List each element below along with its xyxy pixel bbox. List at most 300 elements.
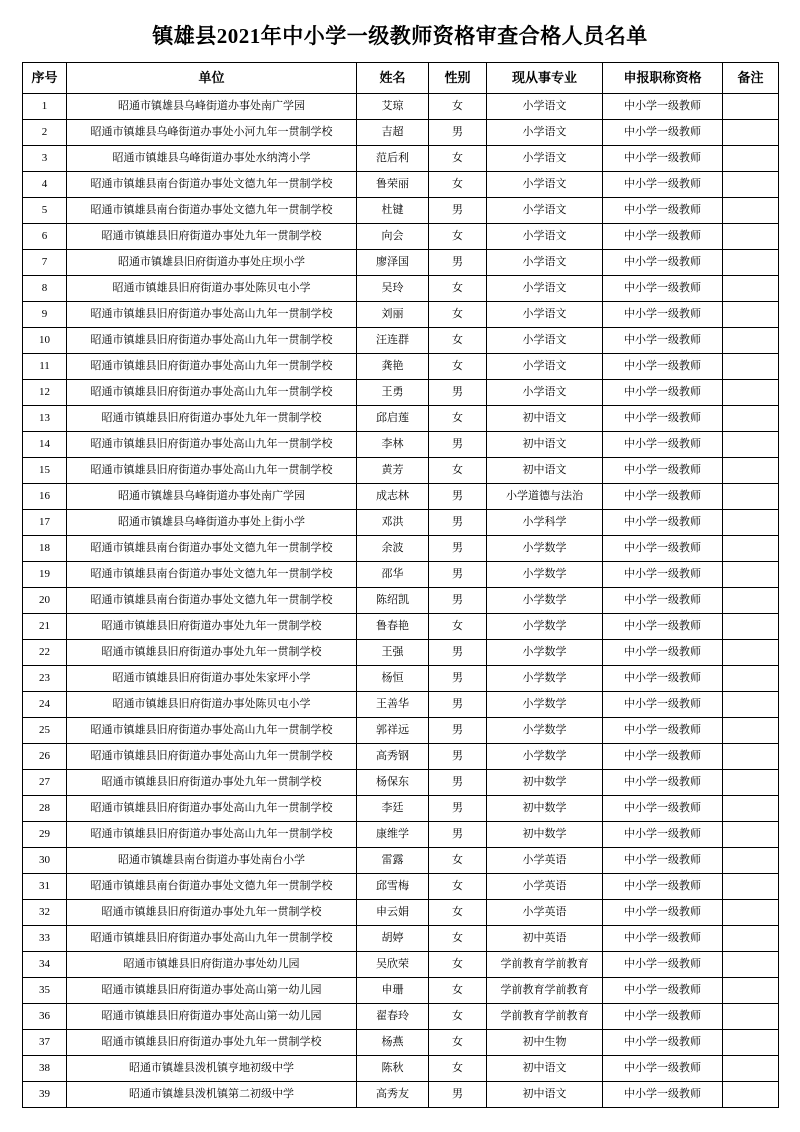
cell-index: 19: [23, 562, 67, 588]
cell-major: 学前教育学前教育: [487, 952, 603, 978]
cell-unit: 昭通市镇雄县旧府街道办事处高山九年一贯制学校: [67, 302, 357, 328]
cell-index: 21: [23, 614, 67, 640]
cell-index: 24: [23, 692, 67, 718]
cell-gender: 男: [429, 640, 487, 666]
cell-index: 25: [23, 718, 67, 744]
cell-unit: 昭通市镇雄县乌峰街道办事处小河九年一贯制学校: [67, 120, 357, 146]
cell-unit: 昭通市镇雄县旧府街道办事处幼儿园: [67, 952, 357, 978]
cell-unit: 昭通市镇雄县旧府街道办事处庄坝小学: [67, 250, 357, 276]
table-row: [23, 1082, 779, 1108]
cell-major: 小学语文: [487, 380, 603, 406]
table-row: [23, 198, 779, 224]
cell-remark: [723, 120, 779, 146]
cell-index: 31: [23, 874, 67, 900]
table-row: [23, 432, 779, 458]
cell-name: 陈秋: [357, 1056, 429, 1082]
cell-remark: [723, 1030, 779, 1056]
cell-index: 18: [23, 536, 67, 562]
cell-index: 3: [23, 146, 67, 172]
cell-index: 13: [23, 406, 67, 432]
table-row: [23, 224, 779, 250]
cell-name: 刘丽: [357, 302, 429, 328]
cell-qualification: 中小学一级教师: [603, 562, 723, 588]
cell-name: 吴欣荣: [357, 952, 429, 978]
cell-remark: [723, 536, 779, 562]
table-header-row: [23, 63, 779, 94]
cell-qualification: 中小学一级教师: [603, 952, 723, 978]
cell-qualification: 中小学一级教师: [603, 744, 723, 770]
cell-major: 小学数学: [487, 562, 603, 588]
table-row: [23, 796, 779, 822]
cell-gender: 男: [429, 432, 487, 458]
cell-qualification: 中小学一级教师: [603, 874, 723, 900]
cell-major: 小学语文: [487, 224, 603, 250]
table-row: [23, 770, 779, 796]
cell-remark: [723, 1056, 779, 1082]
cell-name: 杜键: [357, 198, 429, 224]
cell-index: 39: [23, 1082, 67, 1108]
cell-remark: [723, 614, 779, 640]
cell-major: 小学英语: [487, 900, 603, 926]
table-row: [23, 328, 779, 354]
cell-qualification: 中小学一级教师: [603, 536, 723, 562]
cell-remark: [723, 666, 779, 692]
cell-major: 初中生物: [487, 1030, 603, 1056]
cell-name: 廖泽国: [357, 250, 429, 276]
cell-gender: 男: [429, 1082, 487, 1108]
cell-unit: 昭通市镇雄县旧府街道办事处九年一贯制学校: [67, 224, 357, 250]
table-row: [23, 458, 779, 484]
cell-gender: 男: [429, 718, 487, 744]
cell-gender: 女: [429, 874, 487, 900]
cell-qualification: 中小学一级教师: [603, 666, 723, 692]
cell-index: 10: [23, 328, 67, 354]
cell-index: 12: [23, 380, 67, 406]
cell-major: 小学数学: [487, 666, 603, 692]
cell-index: 34: [23, 952, 67, 978]
table-row: [23, 302, 779, 328]
cell-index: 29: [23, 822, 67, 848]
cell-remark: [723, 484, 779, 510]
cell-unit: 昭通市镇雄县南台街道办事处文德九年一贯制学校: [67, 588, 357, 614]
cell-remark: [723, 510, 779, 536]
cell-unit: 昭通市镇雄县旧府街道办事处高山九年一贯制学校: [67, 744, 357, 770]
cell-unit: 昭通市镇雄县旧府街道办事处高山九年一贯制学校: [67, 328, 357, 354]
cell-index: 11: [23, 354, 67, 380]
cell-name: 杨燕: [357, 1030, 429, 1056]
cell-index: 4: [23, 172, 67, 198]
cell-major: 小学语文: [487, 302, 603, 328]
cell-remark: [723, 718, 779, 744]
cell-remark: [723, 250, 779, 276]
cell-index: 32: [23, 900, 67, 926]
cell-index: 17: [23, 510, 67, 536]
cell-index: 15: [23, 458, 67, 484]
cell-index: 7: [23, 250, 67, 276]
table-row: [23, 562, 779, 588]
cell-index: 16: [23, 484, 67, 510]
cell-gender: 女: [429, 94, 487, 120]
cell-index: 8: [23, 276, 67, 302]
cell-qualification: 中小学一级教师: [603, 198, 723, 224]
table-row: [23, 926, 779, 952]
cell-gender: 女: [429, 146, 487, 172]
cell-unit: 昭通市镇雄县旧府街道办事处高山九年一贯制学校: [67, 458, 357, 484]
cell-qualification: 中小学一级教师: [603, 796, 723, 822]
cell-qualification: 中小学一级教师: [603, 120, 723, 146]
cell-unit: 昭通市镇雄县旧府街道办事处陈贝屯小学: [67, 276, 357, 302]
cell-remark: [723, 94, 779, 120]
table-row: [23, 172, 779, 198]
cell-qualification: 中小学一级教师: [603, 380, 723, 406]
cell-remark: [723, 822, 779, 848]
cell-major: 小学语文: [487, 94, 603, 120]
cell-qualification: 中小学一级教师: [603, 1056, 723, 1082]
table-row: [23, 874, 779, 900]
cell-major: 小学语文: [487, 276, 603, 302]
cell-qualification: 中小学一级教师: [603, 94, 723, 120]
cell-major: 小学科学: [487, 510, 603, 536]
cell-index: 2: [23, 120, 67, 146]
cell-name: 邱启莲: [357, 406, 429, 432]
table-row: [23, 1056, 779, 1082]
cell-unit: 昭通市镇雄县旧府街道办事处高山九年一贯制学校: [67, 432, 357, 458]
table-row: [23, 666, 779, 692]
cell-gender: 男: [429, 588, 487, 614]
cell-remark: [723, 432, 779, 458]
cell-major: 初中语文: [487, 458, 603, 484]
table-row: [23, 536, 779, 562]
cell-unit: 昭通市镇雄县南台街道办事处文德九年一贯制学校: [67, 874, 357, 900]
cell-name: 余波: [357, 536, 429, 562]
cell-gender: 男: [429, 770, 487, 796]
cell-unit: 昭通市镇雄县旧府街道办事处九年一贯制学校: [67, 614, 357, 640]
cell-remark: [723, 276, 779, 302]
cell-index: 37: [23, 1030, 67, 1056]
cell-index: 28: [23, 796, 67, 822]
table-row: [23, 692, 779, 718]
cell-unit: 昭通市镇雄县旧府街道办事处高山九年一贯制学校: [67, 354, 357, 380]
cell-major: 小学语文: [487, 120, 603, 146]
cell-gender: 女: [429, 406, 487, 432]
cell-gender: 男: [429, 796, 487, 822]
cell-qualification: 中小学一级教师: [603, 458, 723, 484]
cell-name: 李廷: [357, 796, 429, 822]
cell-index: 36: [23, 1004, 67, 1030]
cell-qualification: 中小学一级教师: [603, 978, 723, 1004]
cell-major: 初中语文: [487, 1056, 603, 1082]
cell-unit: 昭通市镇雄县旧府街道办事处九年一贯制学校: [67, 640, 357, 666]
cell-remark: [723, 354, 779, 380]
column-header-index: 序号: [23, 63, 67, 94]
cell-index: 30: [23, 848, 67, 874]
cell-unit: 昭通市镇雄县旧府街道办事处高山九年一贯制学校: [67, 718, 357, 744]
cell-major: 初中语文: [487, 406, 603, 432]
cell-name: 汪连群: [357, 328, 429, 354]
cell-qualification: 中小学一级教师: [603, 354, 723, 380]
table-row: [23, 120, 779, 146]
cell-qualification: 中小学一级教师: [603, 718, 723, 744]
cell-major: 小学语文: [487, 328, 603, 354]
cell-major: 小学数学: [487, 588, 603, 614]
cell-gender: 男: [429, 510, 487, 536]
cell-major: 小学数学: [487, 744, 603, 770]
cell-gender: 女: [429, 224, 487, 250]
cell-unit: 昭通市镇雄县旧府街道办事处九年一贯制学校: [67, 900, 357, 926]
cell-major: 小学语文: [487, 146, 603, 172]
cell-major: 初中英语: [487, 926, 603, 952]
cell-qualification: 中小学一级教师: [603, 432, 723, 458]
cell-major: 小学语文: [487, 250, 603, 276]
cell-name: 胡婷: [357, 926, 429, 952]
cell-name: 邱雪梅: [357, 874, 429, 900]
table-row: [23, 354, 779, 380]
cell-index: 5: [23, 198, 67, 224]
cell-name: 黄芳: [357, 458, 429, 484]
cell-major: 初中数学: [487, 822, 603, 848]
table-row: [23, 1004, 779, 1030]
table-body: [23, 94, 779, 1108]
column-header-name: 姓名: [357, 63, 429, 94]
cell-gender: 女: [429, 1030, 487, 1056]
cell-major: 小学数学: [487, 692, 603, 718]
roster-table: [22, 62, 779, 1108]
cell-unit: 昭通市镇雄县泼机镇亨地初级中学: [67, 1056, 357, 1082]
cell-name: 申珊: [357, 978, 429, 1004]
cell-major: 初中数学: [487, 770, 603, 796]
cell-remark: [723, 978, 779, 1004]
cell-qualification: 中小学一级教师: [603, 224, 723, 250]
cell-name: 邓洪: [357, 510, 429, 536]
cell-name: 鲁春艳: [357, 614, 429, 640]
cell-index: 26: [23, 744, 67, 770]
cell-gender: 女: [429, 614, 487, 640]
cell-remark: [723, 926, 779, 952]
cell-qualification: 中小学一级教师: [603, 250, 723, 276]
cell-unit: 昭通市镇雄县南台街道办事处南台小学: [67, 848, 357, 874]
cell-major: 初中语文: [487, 432, 603, 458]
cell-gender: 女: [429, 978, 487, 1004]
cell-remark: [723, 1004, 779, 1030]
cell-index: 35: [23, 978, 67, 1004]
cell-unit: 昭通市镇雄县乌峰街道办事处上街小学: [67, 510, 357, 536]
table-row: [23, 822, 779, 848]
cell-unit: 昭通市镇雄县乌峰街道办事处水纳湾小学: [67, 146, 357, 172]
cell-qualification: 中小学一级教师: [603, 302, 723, 328]
cell-major: 小学数学: [487, 536, 603, 562]
cell-name: 吉超: [357, 120, 429, 146]
cell-qualification: 中小学一级教师: [603, 328, 723, 354]
table-row: [23, 588, 779, 614]
cell-name: 鲁荣丽: [357, 172, 429, 198]
cell-name: 康维学: [357, 822, 429, 848]
table-row: [23, 276, 779, 302]
cell-gender: 女: [429, 926, 487, 952]
cell-qualification: 中小学一级教师: [603, 640, 723, 666]
cell-unit: 昭通市镇雄县旧府街道办事处高山九年一贯制学校: [67, 380, 357, 406]
cell-qualification: 中小学一级教师: [603, 172, 723, 198]
cell-unit: 昭通市镇雄县旧府街道办事处高山第一幼儿园: [67, 1004, 357, 1030]
cell-gender: 男: [429, 120, 487, 146]
cell-major: 小学数学: [487, 614, 603, 640]
cell-gender: 男: [429, 536, 487, 562]
cell-qualification: 中小学一级教师: [603, 484, 723, 510]
cell-unit: 昭通市镇雄县旧府街道办事处九年一贯制学校: [67, 406, 357, 432]
cell-remark: [723, 302, 779, 328]
cell-major: 小学语文: [487, 198, 603, 224]
cell-remark: [723, 562, 779, 588]
table-row: [23, 640, 779, 666]
cell-qualification: 中小学一级教师: [603, 692, 723, 718]
cell-name: 王勇: [357, 380, 429, 406]
cell-unit: 昭通市镇雄县旧府街道办事处陈贝屯小学: [67, 692, 357, 718]
cell-major: 小学数学: [487, 640, 603, 666]
cell-unit: 昭通市镇雄县南台街道办事处文德九年一贯制学校: [67, 172, 357, 198]
cell-major: 学前教育学前教育: [487, 1004, 603, 1030]
cell-unit: 昭通市镇雄县南台街道办事处文德九年一贯制学校: [67, 198, 357, 224]
table-row: [23, 614, 779, 640]
cell-unit: 昭通市镇雄县旧府街道办事处高山九年一贯制学校: [67, 796, 357, 822]
cell-gender: 男: [429, 198, 487, 224]
cell-major: 小学语文: [487, 172, 603, 198]
cell-unit: 昭通市镇雄县南台街道办事处文德九年一贯制学校: [67, 536, 357, 562]
cell-name: 杨保东: [357, 770, 429, 796]
cell-qualification: 中小学一级教师: [603, 770, 723, 796]
cell-name: 艾琼: [357, 94, 429, 120]
cell-index: 38: [23, 1056, 67, 1082]
cell-name: 李林: [357, 432, 429, 458]
cell-remark: [723, 952, 779, 978]
cell-gender: 男: [429, 484, 487, 510]
table-row: [23, 146, 779, 172]
cell-unit: 昭通市镇雄县乌峰街道办事处南广学园: [67, 94, 357, 120]
cell-name: 高秀友: [357, 1082, 429, 1108]
cell-major: 小学英语: [487, 848, 603, 874]
cell-qualification: 中小学一级教师: [603, 614, 723, 640]
cell-major: 学前教育学前教育: [487, 978, 603, 1004]
cell-gender: 男: [429, 666, 487, 692]
cell-qualification: 中小学一级教师: [603, 900, 723, 926]
page-title: 镇雄县2021年中小学一级教师资格审查合格人员名单: [152, 24, 648, 48]
cell-unit: 昭通市镇雄县旧府街道办事处高山第一幼儿园: [67, 978, 357, 1004]
column-header-remark: 备注: [723, 63, 779, 94]
cell-gender: 女: [429, 848, 487, 874]
cell-index: 9: [23, 302, 67, 328]
cell-index: 23: [23, 666, 67, 692]
cell-index: 22: [23, 640, 67, 666]
cell-qualification: 中小学一级教师: [603, 146, 723, 172]
cell-remark: [723, 770, 779, 796]
cell-remark: [723, 172, 779, 198]
cell-name: 雷露: [357, 848, 429, 874]
cell-remark: [723, 1082, 779, 1108]
cell-gender: 女: [429, 276, 487, 302]
cell-unit: 昭通市镇雄县乌峰街道办事处南广学园: [67, 484, 357, 510]
cell-unit: 昭通市镇雄县旧府街道办事处朱家坪小学: [67, 666, 357, 692]
cell-unit: 昭通市镇雄县旧府街道办事处高山九年一贯制学校: [67, 822, 357, 848]
cell-remark: [723, 640, 779, 666]
table-row: [23, 94, 779, 120]
cell-qualification: 中小学一级教师: [603, 1004, 723, 1030]
table-row: [23, 484, 779, 510]
cell-remark: [723, 900, 779, 926]
cell-qualification: 中小学一级教师: [603, 822, 723, 848]
cell-qualification: 中小学一级教师: [603, 588, 723, 614]
cell-major: 小学英语: [487, 874, 603, 900]
cell-gender: 男: [429, 562, 487, 588]
cell-index: 6: [23, 224, 67, 250]
cell-name: 杨恒: [357, 666, 429, 692]
cell-unit: 昭通市镇雄县泼机镇第二初级中学: [67, 1082, 357, 1108]
cell-name: 成志林: [357, 484, 429, 510]
cell-index: 27: [23, 770, 67, 796]
cell-gender: 女: [429, 354, 487, 380]
cell-remark: [723, 406, 779, 432]
cell-gender: 男: [429, 250, 487, 276]
cell-gender: 女: [429, 302, 487, 328]
cell-remark: [723, 874, 779, 900]
cell-qualification: 中小学一级教师: [603, 1082, 723, 1108]
cell-major: 小学道德与法治: [487, 484, 603, 510]
cell-remark: [723, 744, 779, 770]
cell-name: 龚艳: [357, 354, 429, 380]
cell-major: 小学数学: [487, 718, 603, 744]
cell-name: 申云娟: [357, 900, 429, 926]
cell-remark: [723, 380, 779, 406]
cell-name: 邵华: [357, 562, 429, 588]
cell-major: 小学语文: [487, 354, 603, 380]
cell-major: 初中语文: [487, 1082, 603, 1108]
table-row: [23, 510, 779, 536]
cell-gender: 男: [429, 380, 487, 406]
table-row: [23, 848, 779, 874]
cell-name: 郭祥远: [357, 718, 429, 744]
cell-gender: 女: [429, 172, 487, 198]
cell-remark: [723, 224, 779, 250]
table-row: [23, 952, 779, 978]
cell-name: 陈绍凯: [357, 588, 429, 614]
cell-qualification: 中小学一级教师: [603, 1030, 723, 1056]
cell-name: 范后利: [357, 146, 429, 172]
cell-name: 吴玲: [357, 276, 429, 302]
cell-gender: 男: [429, 744, 487, 770]
table-row: [23, 900, 779, 926]
cell-remark: [723, 328, 779, 354]
cell-unit: 昭通市镇雄县旧府街道办事处九年一贯制学校: [67, 1030, 357, 1056]
cell-name: 王善华: [357, 692, 429, 718]
column-header-unit: 单位: [67, 63, 357, 94]
column-header-qualification: 申报职称资格: [603, 63, 723, 94]
cell-gender: 女: [429, 1056, 487, 1082]
table-row: [23, 1030, 779, 1056]
cell-name: 翟春玲: [357, 1004, 429, 1030]
cell-gender: 男: [429, 692, 487, 718]
cell-unit: 昭通市镇雄县旧府街道办事处九年一贯制学校: [67, 770, 357, 796]
column-header-major: 现从事专业: [487, 63, 603, 94]
table-row: [23, 744, 779, 770]
column-header-gender: 性别: [429, 63, 487, 94]
cell-remark: [723, 692, 779, 718]
cell-gender: 女: [429, 458, 487, 484]
cell-qualification: 中小学一级教师: [603, 926, 723, 952]
cell-remark: [723, 458, 779, 484]
cell-unit: 昭通市镇雄县南台街道办事处文德九年一贯制学校: [67, 562, 357, 588]
table-row: [23, 978, 779, 1004]
cell-remark: [723, 588, 779, 614]
cell-gender: 女: [429, 952, 487, 978]
table-row: [23, 380, 779, 406]
cell-gender: 女: [429, 900, 487, 926]
